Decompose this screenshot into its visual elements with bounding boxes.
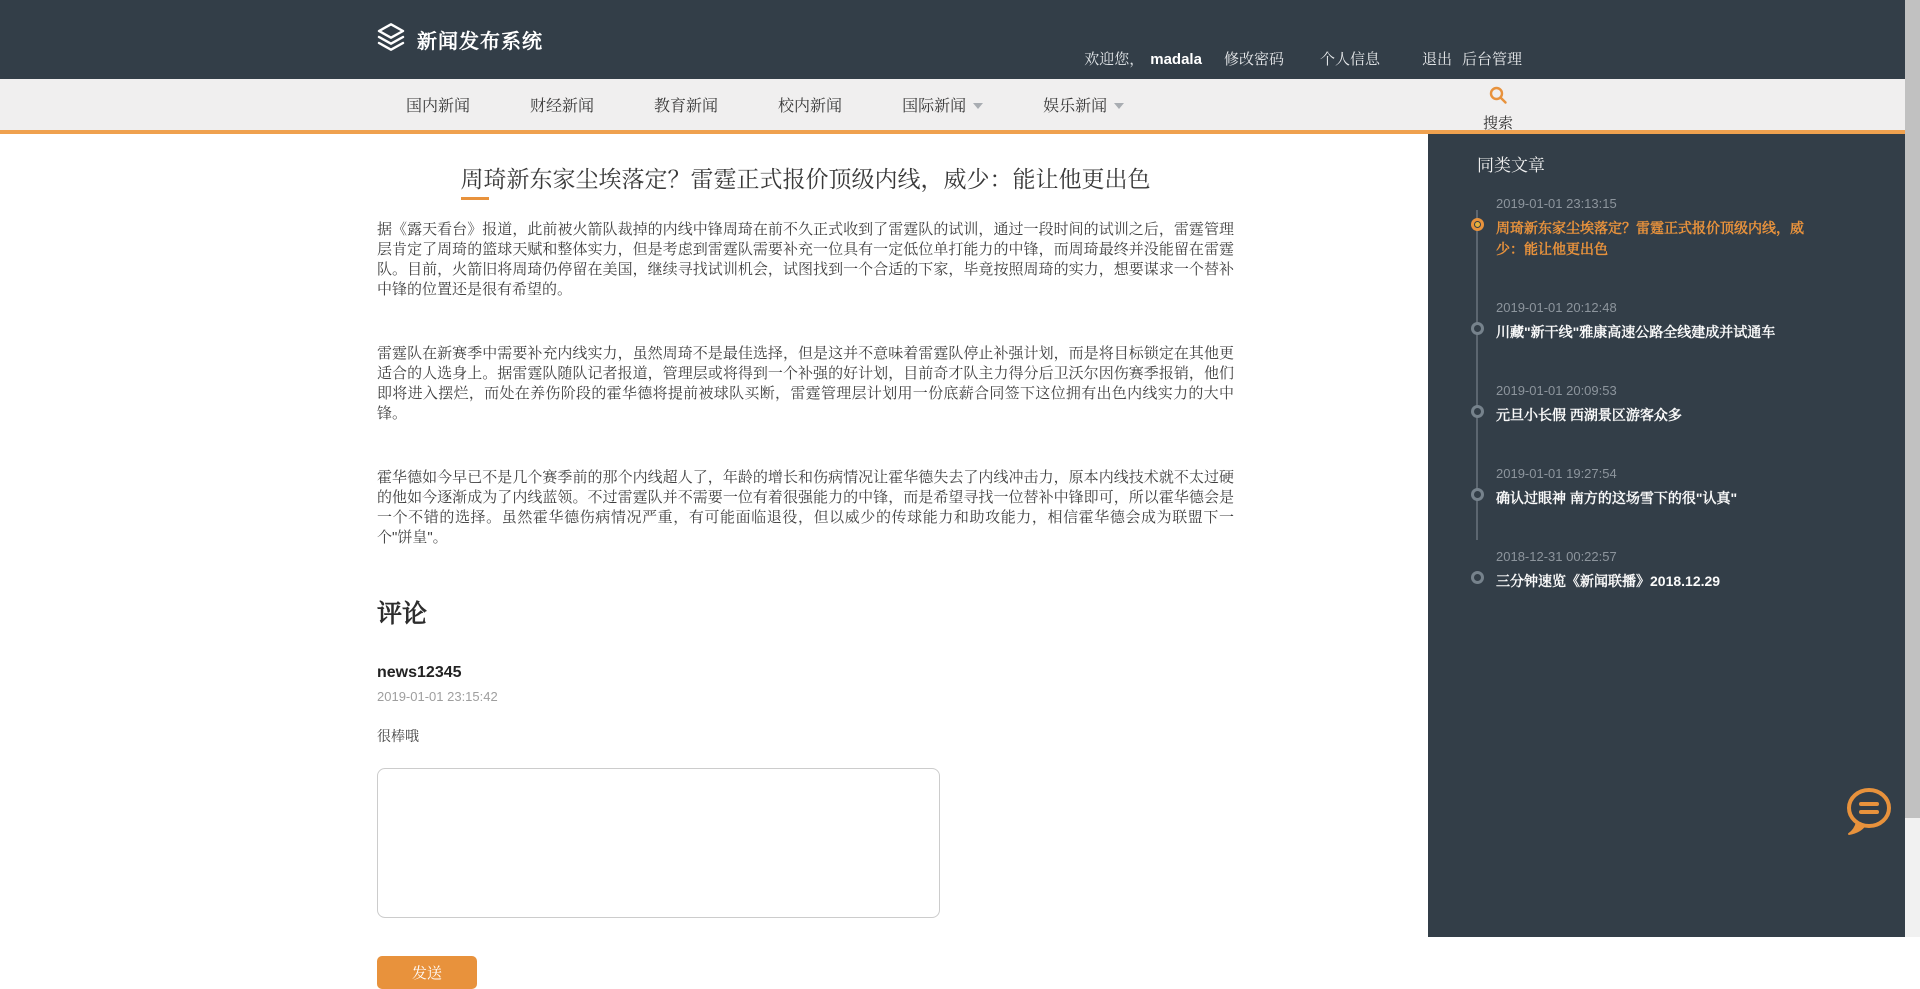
- scrollbar-track[interactable]: [1905, 0, 1920, 937]
- title-accent-underline: [461, 197, 489, 200]
- nav-item-campus[interactable]: 校内新闻: [778, 98, 843, 115]
- related-article-title: 三分钟速览《新闻联播》2018.12.29: [1496, 573, 1721, 589]
- nav-bar: [0, 79, 1920, 134]
- related-article-time: 2018-12-31 00:22:57: [1496, 549, 1617, 564]
- nav-items: [406, 79, 1124, 130]
- timeline-dot: [1471, 405, 1484, 418]
- related-articles-timeline: [1471, 196, 1905, 592]
- related-article-item[interactable]: [1471, 549, 1831, 592]
- related-articles-sidebar: [1428, 134, 1905, 937]
- change-password-link[interactable]: 修改密码: [1223, 51, 1284, 68]
- related-article-item[interactable]: [1471, 196, 1831, 260]
- related-article-title: 周琦新东家尘埃落定？雷霆正式报价顶级内线，威少：能让他更出色: [1496, 220, 1804, 257]
- related-article-time: 2019-01-01 20:12:48: [1496, 300, 1617, 315]
- related-article-title: 川藏"新干线"雅康高速公路全线建成并试通车: [1496, 324, 1776, 340]
- admin-link[interactable]: 后台管理: [1461, 51, 1522, 68]
- chevron-down-icon: [973, 103, 983, 109]
- top-header: [0, 0, 1920, 79]
- nav-item-education[interactable]: 教育新闻: [654, 98, 719, 115]
- scrollbar-thumb[interactable]: [1905, 0, 1920, 818]
- timeline-dot: [1471, 571, 1484, 584]
- username: madala: [1150, 51, 1202, 68]
- nav-item-finance[interactable]: 财经新闻: [530, 98, 595, 115]
- related-article-time: 2019-01-01 23:13:15: [1496, 196, 1617, 211]
- layers-icon: [375, 21, 407, 58]
- nav-item-domestic[interactable]: 国内新闻: [406, 98, 471, 115]
- search-icon: [1488, 92, 1508, 109]
- comments-heading: 评论: [377, 600, 428, 628]
- nav-item-entertainment[interactable]: 娱乐新闻: [1043, 93, 1124, 116]
- search-button[interactable]: [1465, 85, 1531, 133]
- chat-bubble-icon: [1841, 784, 1895, 838]
- related-article-item[interactable]: [1471, 383, 1831, 426]
- article-paragraph: 雷霆队在新赛季中需要补充内线实力，虽然周琦不是最佳选择，但是这并不意味着雷霆队停止补强计划，而是将目标锁定在其他更适合的人选身上。据雷霆队随队记者报道，管理层或将得到一个补强的好计划，目前奇才队主力得分后卫沃尔因伤赛季报销，他们即将进入摆烂，而处在养伤阶段的霍华德将提前被球队买断，雷霆管理层计划用一份底薪合同签下这位拥有出色内线实力的大中锋。: [377, 345, 1234, 422]
- related-article-title: 元旦小长假 西湖景区游客众多: [1496, 407, 1682, 423]
- article-paragraph: 据《露天看台》报道，此前被火箭队裁掉的内线中锋周琦在前不久正式收到了雷霆队的试训，通过一段时间的试训之后，雷霆管理层肯定了周琦的篮球天赋和整体实力，但是考虑到雷霆队需要补充一位具有一定低位单打能力的中锋，而周琦最终并没能留在雷霆队。目前，火箭旧将周琦仍停留在美国，继续寻找试训机会，试图找到一个合适的下家，毕竟按照周琦的实力，想要谋求一个替补中锋的位置还是很有希望的。: [377, 221, 1234, 298]
- comment-timestamp: 2019-01-01 23:15:42: [377, 689, 498, 704]
- related-article-time: 2019-01-01 20:09:53: [1496, 383, 1617, 398]
- logout-link[interactable]: 退出: [1421, 51, 1452, 68]
- article-paragraph: 霍华德如今早已不是几个赛季前的那个内线超人了，年龄的增长和伤病情况让霍华德失去了内线冲击力，原本内线技术就不太过硬的他如今逐渐成为了内线蓝领。不过雷霆队并不需要一位有着很强能力的中锋，而是希望寻找一位替补中锋即可，所以霍华德会是一个不错的选择。虽然霍华德伤病情况严重，有可能面临退役，但以威少的传球能力和助攻能力，相信霍华德会成为联盟下一个"饼皇"。: [377, 469, 1234, 546]
- welcome-text: 欢迎您，: [1084, 51, 1145, 68]
- send-comment-button[interactable]: 发送: [377, 956, 477, 989]
- comment-input[interactable]: [377, 768, 940, 918]
- app-title: 新闻发布系统: [417, 31, 543, 53]
- comment-text: 很棒哦: [377, 728, 419, 744]
- article-title: 周琦新东家尘埃落定？雷霆正式报价顶级内线，威少：能让他更出色: [460, 166, 1151, 192]
- chat-button[interactable]: [1841, 784, 1895, 838]
- user-menu: [1084, 48, 1522, 69]
- related-articles-heading: 同类文章: [1477, 156, 1545, 175]
- profile-link[interactable]: 个人信息: [1319, 51, 1380, 68]
- related-article-item[interactable]: [1471, 300, 1831, 343]
- nav-item-international[interactable]: 国际新闻: [902, 93, 983, 116]
- timeline-dot: [1471, 322, 1484, 335]
- related-article-item[interactable]: [1471, 466, 1831, 509]
- comment-item: [377, 664, 1234, 746]
- search-label: 搜索: [1482, 115, 1513, 132]
- related-article-time: 2019-01-01 19:27:54: [1496, 466, 1617, 481]
- timeline-dot-active: [1471, 218, 1484, 231]
- main-content: [0, 134, 1428, 982]
- comment-author: news12345: [377, 664, 462, 681]
- timeline-dot: [1471, 488, 1484, 501]
- chevron-down-icon: [1114, 103, 1124, 109]
- related-article-title: 确认过眼神 南方的这场雪下的很"认真": [1496, 490, 1738, 506]
- app-logo[interactable]: [375, 0, 543, 79]
